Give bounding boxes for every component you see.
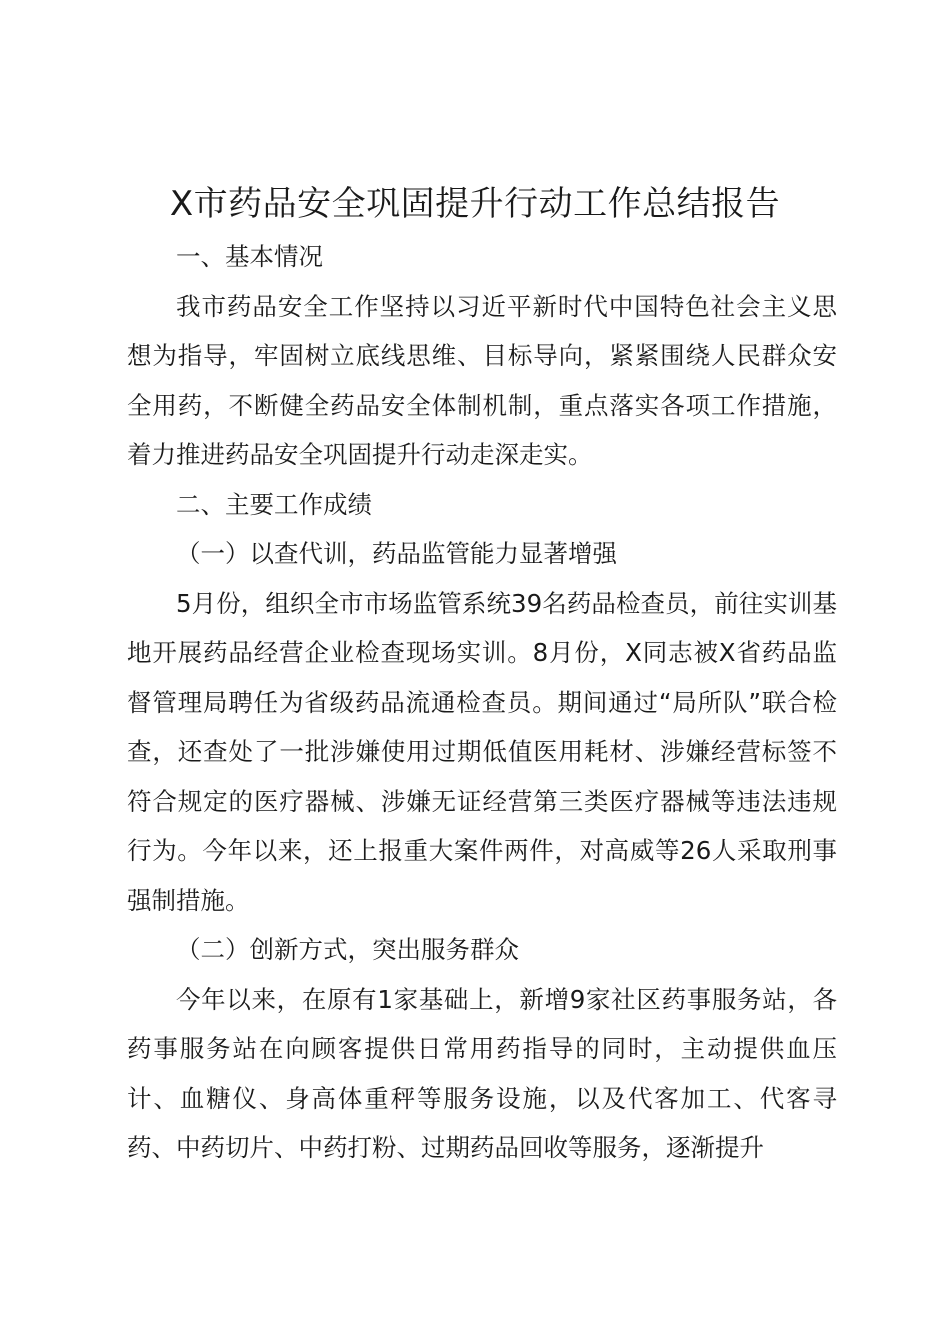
subsection-heading-training: （一）以查代训，药品监管能力显著增强 [176,539,617,568]
section-heading-main-achievements: 二、主要工作成绩 [176,489,372,519]
subsection-heading-service: （二）创新方式，突出服务群众 [176,935,519,964]
section-heading-basic-situation: 一、基本情况 [176,242,323,271]
document-title: X市药品安全巩固提升行动工作总结报告 [169,184,781,224]
paragraph-basic-situation: 我市药品安全工作坚持以习近平新时代中国特色社会主义思想为指导，牢固树立底线思维、目标导向，紧紧围绕人民群众安全用药，不断健全药品安全体制机制，重点落实各项工作措施，着力推进药品安全巩固提升行动走深走实。 [127,291,837,469]
paragraph-training: 5月份，组织全市市场监管系统39名药品检查员，前往实训基地开展药品经营企业检查现场实训。8月份，X同志被X省药品监督管理局聘任为省级药品流通检查员。期间通过“局所队”联合检查，还查处了一批涉嫌使用过期低值医用耗材、涉嫌经营标签不符合规定的医疗器械、涉嫌无证经营第三类医疗器械等违法违规行为。今年以来，还上报重大案件两件，对高威等26人采取刑事强制措施。 [127,588,837,915]
paragraph-service: 今年以来，在原有1家基础上，新增9家社区药事服务站，各药事服务站在向顾客提供日常用药指导的同时，主动提供血压计、血糖仪、身高体重秤等服务设施，以及代客加工、代客寻药、中药切片、中药打粉、过期药品回收等服务，逐渐提升 [127,984,837,1162]
document-body [127,232,837,1173]
